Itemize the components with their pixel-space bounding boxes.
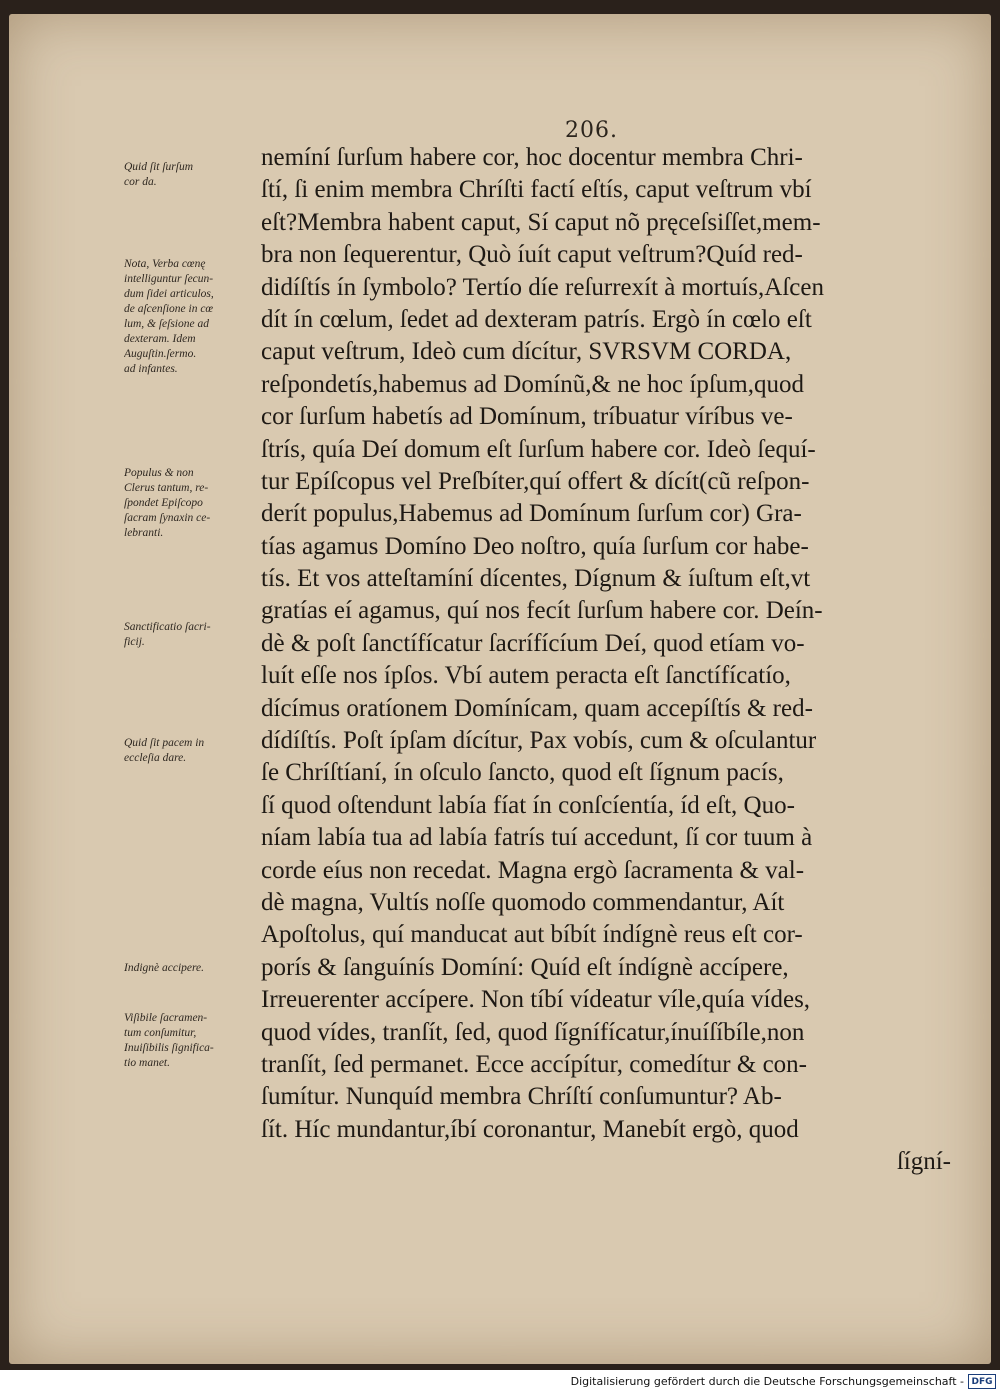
text-line: tías agamus Domíno Deo noſtro, quía ſurſum cor habe- xyxy=(261,532,809,560)
funding-credit: Digitalisierung gefördert durch die Deutsche Forschungsgemeinschaft - xyxy=(570,1375,964,1388)
footer-bar xyxy=(0,1370,1000,1395)
text-line: gratías eí agamus, quí nos fecít ſurſum habere cor. Deín- xyxy=(261,597,823,625)
text-line: cor ſurſum habetís ad Domínum, tríbuatur víríbus ve- xyxy=(261,403,793,431)
text-line: reſpondetís,habemus ad Domínũ,& ne hoc ípſum,quod xyxy=(261,370,804,398)
note-line: tum conſumitur, xyxy=(124,1027,197,1039)
note-line: dexteram. Idem xyxy=(124,333,196,345)
page-number: 206. xyxy=(565,118,618,143)
note-line: Populus & non xyxy=(124,467,194,479)
text-line: Irreuerenter accípere. Non tíbí vídeatur víle,quía vídes, xyxy=(261,986,811,1014)
note-line: Clerus tantum, re- xyxy=(124,482,209,494)
note-line: Inuiſibilis ſignifica- xyxy=(124,1042,214,1054)
note-line: ficij. xyxy=(124,636,145,648)
text-line: quod vídes, tranſít, ſed, quod ſígnífícatur,ínuíſíbíle,non xyxy=(261,1018,805,1046)
note-line: de aſcenſione in cœ xyxy=(124,303,214,315)
text-line: dídíſtís. Poſt ípſam dícítur, Pax vobís, cum & oſculantur xyxy=(261,727,817,755)
note-line: eccleſia dare. xyxy=(124,752,187,764)
text-line: dít ín cœlum, ſedet ad dexteram patrís. Ergò ín cœlo eſt xyxy=(261,305,812,333)
text-line: ſít. Híc mundantur,íbí coronantur, Manebít ergò, quod xyxy=(261,1115,799,1143)
note-line: Auguſtin.ſermo. xyxy=(124,348,197,360)
note-line: Indignè accipere. xyxy=(124,962,205,974)
text-line: tranſít, ſed permanet. Ecce accípítur, comedítur & con- xyxy=(261,1050,807,1078)
note-line: intelliguntur ſecun- xyxy=(124,273,214,285)
note-line: Viſibile ſacramen- xyxy=(124,1012,208,1024)
note-line: tio manet. xyxy=(124,1057,170,1069)
text-line: didíſtís ín ſymbolo? Tertío díe reſurrexít à mortuís,Aſcen xyxy=(261,273,824,301)
note-line: lum, & ſeſsione ad xyxy=(124,318,209,330)
text-line: caput veſtrum, Ideò cum dícítur, SVRSVM CORDA, xyxy=(261,338,792,366)
text-line: dè magna, Vultís noſſe quomodo commendantur, Aít xyxy=(261,888,785,916)
text-line: ſí quod oſtendunt labía fíat ín conſcíentía, íd eſt, Quo- xyxy=(261,791,795,819)
margin-note xyxy=(124,736,276,766)
margin-note xyxy=(124,466,276,541)
note-line: Quid ſit pacem in xyxy=(124,737,205,749)
book-page xyxy=(9,14,991,1364)
text-line: dè & poſt ſanctífícatur ſacrífícíum Deí, quod etíam vo- xyxy=(261,629,805,657)
note-line: dum ſidei articulos, xyxy=(124,288,214,300)
text-line: ſtí, ſi enim membra Chríſti factí eſtís, caput veſtrum vbí xyxy=(261,176,812,204)
text-line: corde eíus non recedat. Magna ergò ſacramenta & val- xyxy=(261,856,805,884)
text-line: Apoſtolus, quí manducat aut bíbít índígnè reus eſt cor- xyxy=(261,921,803,949)
text-line: dícímus oratíonem Domínícam, quam accepíſtís & red- xyxy=(261,694,813,722)
text-line: nemíní ſurſum habere cor, hoc docentur membra Chri- xyxy=(261,144,803,171)
text-line: ſe Chríſtíaní, ín oſculo ſancto, quod eſt ſígnum pacís, xyxy=(261,759,784,787)
text-line: ſígní- xyxy=(896,1148,951,1176)
text-line: eſt?Membra habent caput, Sí caput nõ pręceſsiſſet,mem- xyxy=(261,208,821,236)
note-line: Quid ſit ſurſum xyxy=(124,161,194,173)
margin-note xyxy=(124,620,276,650)
margin-note xyxy=(124,1011,276,1071)
main-text xyxy=(261,142,951,1179)
text-line: ſumítur. Nunquíd membra Chríſtí conſumuntur? Ab- xyxy=(261,1083,782,1111)
text-line: ſtrís, quía Deí domum eſt ſurſum habere cor. Ideò ſequí- xyxy=(261,435,816,463)
margin-note xyxy=(124,160,276,190)
text-line: níam labía tua ad labía fatrís tuí accedunt, ſí cor tuum à xyxy=(261,824,813,852)
note-line: lebranti. xyxy=(124,527,164,539)
dfg-logo: DFG xyxy=(968,1374,996,1389)
margin-note xyxy=(124,257,276,377)
note-line: Sanctificatio ſacri- xyxy=(124,621,211,633)
note-line: Nota, Verba cœnę xyxy=(124,258,206,270)
text-line: bra non ſequerentur, Quò íuít caput veſtrum?Quíd red- xyxy=(261,241,803,269)
text-line: tís. Et vos atteſtamíní dícentes, Dígnum & íuſtum eſt,vt xyxy=(261,565,811,593)
text-line: porís & ſanguínís Domíní: Quíd eſt índígnè accípere, xyxy=(261,953,789,981)
note-line: ſacram ſynaxin ce- xyxy=(124,512,211,524)
margin-note xyxy=(124,961,276,976)
text-line: tur Epíſcopus vel Preſbíter,quí offert & dícít(cũ reſpon- xyxy=(261,467,810,495)
text-line: luít eſſe nos ípſos. Vbí autem peracta eſt ſanctífícatío, xyxy=(261,662,791,690)
note-line: ad infantes. xyxy=(124,363,178,375)
note-line: cor da. xyxy=(124,176,157,188)
note-line: ſpondet Epiſcopo xyxy=(124,497,203,509)
text-line: derít populus,Habemus ad Domínum ſurſum cor) Gra- xyxy=(261,500,802,528)
